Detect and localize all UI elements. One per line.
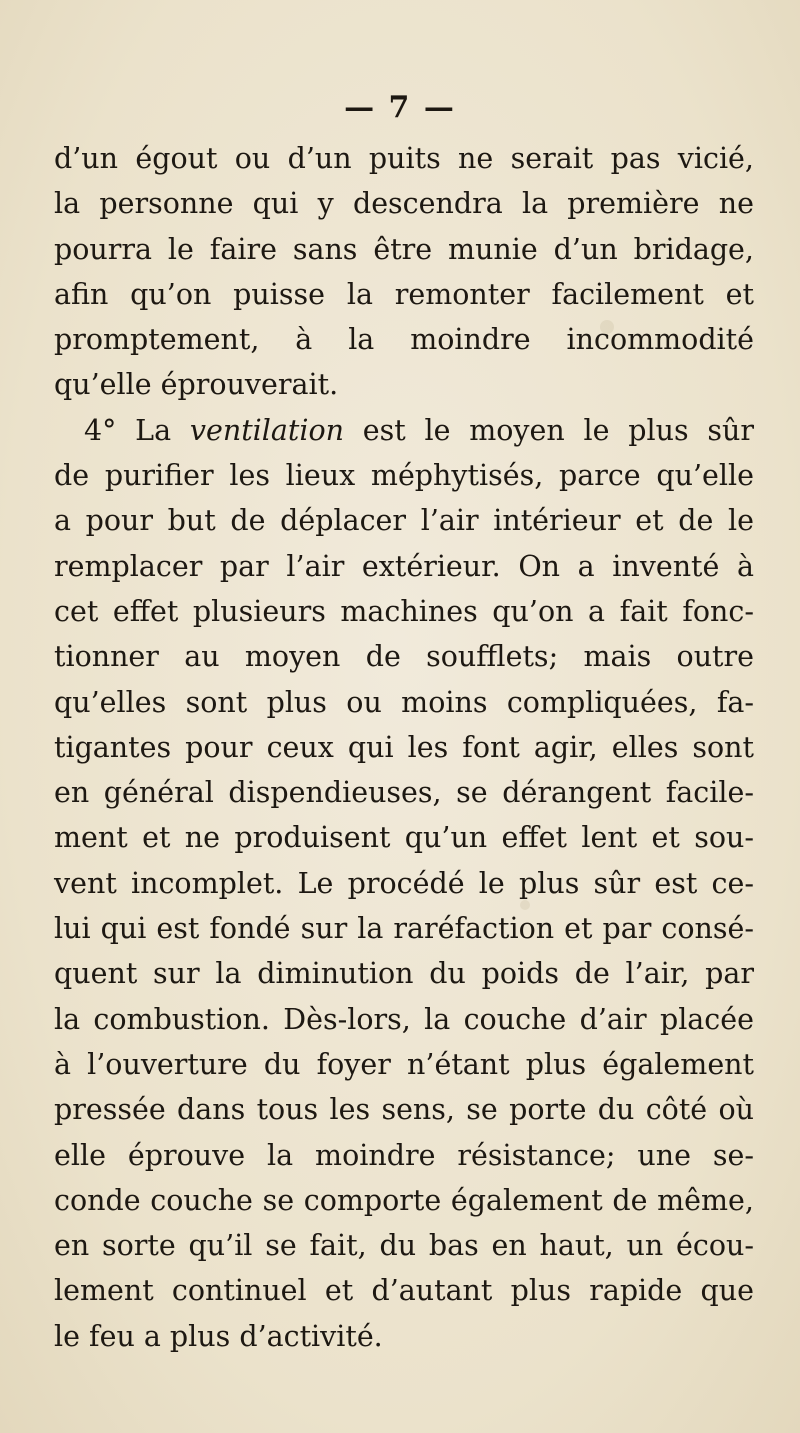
text-line: en sorte qu’il se fait, du bas en haut, un écou-	[54, 1229, 754, 1263]
text-line: elle éprouve la moindre résistance; une se-	[54, 1138, 754, 1172]
text-line: le feu a plus d’activité.	[54, 1319, 383, 1353]
line-prefix: 4° La	[84, 413, 190, 447]
text-line: a pour but de déplacer l’air intérieur et de le	[54, 504, 754, 538]
text-line: en général dispendieuses, se dérangent facile-	[54, 776, 754, 810]
line-suffix: est le moyen le plus sûr	[343, 413, 755, 447]
text-line: d’un égout ou d’un puits ne serait pas vicié,	[54, 142, 754, 175]
text-line: la personne qui y descendra la première ne	[54, 187, 754, 221]
text-line: à l’ouverture du foyer n’étant plus également	[54, 1047, 754, 1081]
text-line: la combustion. Dès-lors, la couche d’air placée	[54, 1002, 754, 1036]
text-line: conde couche se comporte également de même,	[54, 1183, 754, 1217]
italic-term: ventilation	[189, 413, 344, 447]
text-line: lement continuel et d’autant plus rapide que	[54, 1274, 754, 1308]
page-number: — 7 —	[344, 90, 456, 125]
text-line: pressée dans tous les sens, se porte du côté où	[54, 1093, 754, 1127]
text-line: promptement, à la moindre incommodité	[54, 323, 754, 357]
text-line: tionner au moyen de soufflets; mais outre	[54, 640, 754, 674]
body-text	[54, 136, 754, 1359]
text-line: afin qu’on puisse la remonter facilement et	[54, 277, 754, 311]
text-line: tigantes pour ceux qui les font agir, elles sont	[54, 730, 754, 764]
text-line: ment et ne produisent qu’un effet lent et sou-	[54, 821, 754, 855]
text-line: de purifier les lieux méphytisés, parce qu’elle	[54, 459, 754, 493]
text-line: pourra le faire sans être munie d’un bridage,	[54, 232, 754, 266]
text-line: lui qui est fondé sur la raréfaction et par consé-	[54, 912, 754, 946]
text-line: qu’elles sont plus ou moins compliquées, fa-	[54, 685, 754, 719]
text-line: vent incomplet. Le procédé le plus sûr est ce-	[54, 866, 754, 900]
text-line: qu’elle éprouverait.	[54, 368, 339, 402]
text-line: quent sur la diminution du poids de l’air, par	[54, 957, 754, 991]
text-line: cet effet plusieurs machines qu’on a fait fonc-	[54, 594, 754, 628]
text-line-ventilation	[54, 408, 754, 453]
text-line: remplacer par l’air extérieur. On a inventé à	[54, 549, 754, 583]
